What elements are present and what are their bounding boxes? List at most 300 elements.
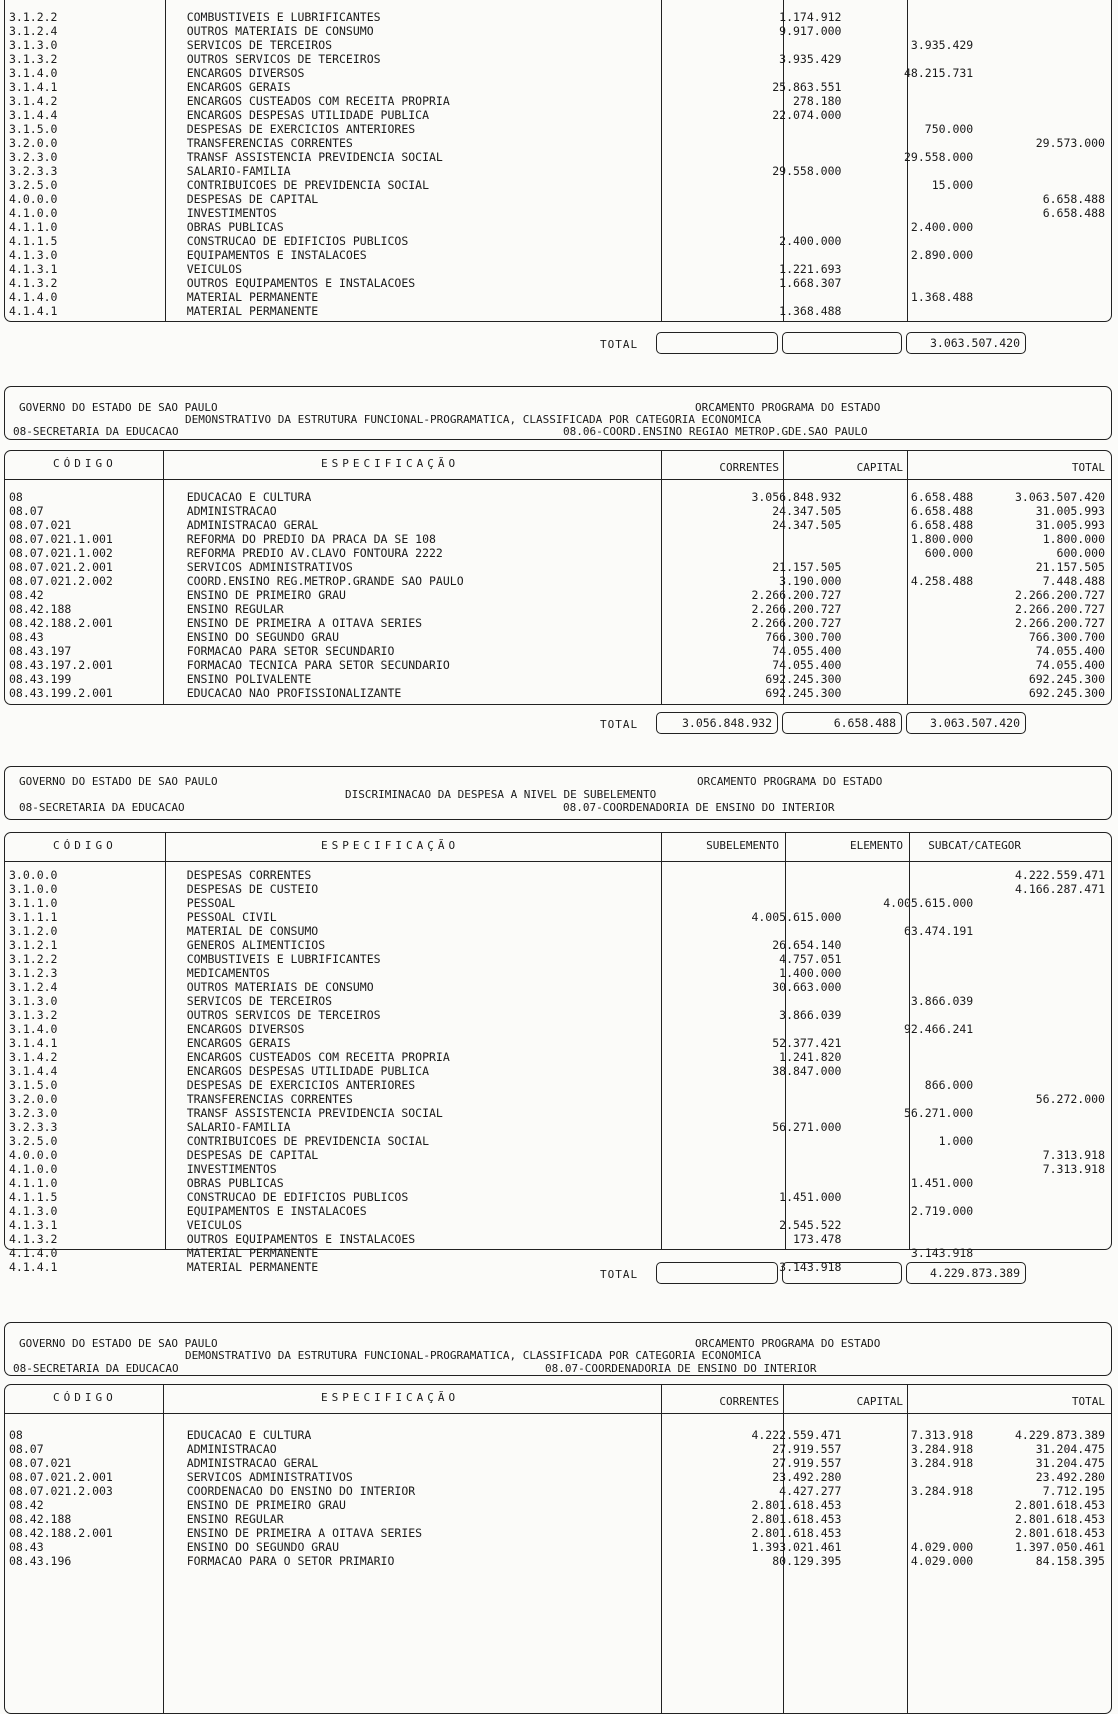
table-row: [5, 1008, 1111, 1022]
row-value-1: [716, 150, 846, 164]
row-value-2: 6.658.488: [910, 490, 974, 504]
table-row: [5, 38, 1111, 52]
row-value-1: 3.143.918: [779, 1260, 842, 1274]
header-codigo: CÓDIGO: [53, 457, 117, 470]
table-row: [5, 1204, 1111, 1218]
row-description: ENSINO DE PRIMEIRA A OITAVA SERIES: [186, 1526, 423, 1540]
table-row: [5, 1190, 1111, 1204]
row-value-2: 48.215.731: [903, 66, 974, 80]
row-value-3: 7.313.918: [1042, 1148, 1105, 1162]
section3-title-box: [4, 766, 1112, 820]
row-value-1: 21.157.505: [772, 560, 842, 574]
header-codigo: CÓDIGO: [53, 1391, 117, 1404]
row-value-1: [716, 248, 846, 262]
row-code: 4.1.1.0: [9, 1176, 58, 1190]
row-description: ENCARGOS DIVERSOS: [186, 1022, 305, 1036]
row-value-3: 31.005.993: [1035, 518, 1105, 532]
row-value-1: 80.129.395: [772, 1554, 842, 1568]
row-value-2: [845, 952, 977, 966]
row-description: ENCARGOS GERAIS: [186, 80, 291, 94]
total-label: TOTAL: [600, 718, 639, 731]
row-value-2: [845, 560, 977, 574]
row-description: MATERIAL PERMANENTE: [186, 1260, 319, 1274]
row-description: OBRAS PUBLICAS: [186, 1176, 284, 1190]
row-code: 4.1.3.2: [9, 1232, 58, 1246]
row-value-1: 26.654.140: [772, 938, 842, 952]
row-value-3: [977, 24, 1111, 38]
row-code: 3.1.5.0: [9, 1078, 58, 1092]
row-code: 08.07.021.1.002: [9, 546, 113, 560]
table-row: [5, 546, 1111, 560]
budget-title: ORCAMENTO PROGRAMA DO ESTADO: [695, 1337, 881, 1350]
secretariat-name: 08-SECRETARIA DA EDUCACAO: [19, 801, 185, 814]
row-code: 08.43.197: [9, 644, 72, 658]
row-value-1: 4.427.277: [779, 1484, 842, 1498]
row-value-3: 7.448.488: [1042, 574, 1105, 588]
row-value-1: [716, 532, 846, 546]
table-row: [5, 304, 1111, 318]
row-value-1: 1.451.000: [779, 1190, 842, 1204]
table-row: [5, 560, 1111, 574]
row-value-1: [716, 896, 846, 910]
row-value-1: 173.478: [793, 1232, 842, 1246]
row-value-1: 74.055.400: [772, 644, 842, 658]
table-row: [5, 1540, 1111, 1554]
row-value-3: [977, 966, 1111, 980]
row-value-1: [716, 122, 846, 136]
row-value-2: [845, 616, 977, 630]
section3-rows: [5, 868, 1111, 1274]
row-value-3: [977, 1050, 1111, 1064]
row-value-2: [845, 1470, 977, 1484]
table-row: [5, 1484, 1111, 1498]
table-row: [5, 532, 1111, 546]
row-value-3: 3.063.507.420: [1014, 490, 1105, 504]
table-row: [5, 910, 1111, 924]
row-value-2: 7.313.918: [910, 1428, 974, 1442]
table-row: [5, 1162, 1111, 1176]
table-row: [5, 290, 1111, 304]
row-value-2: [845, 1498, 977, 1512]
row-code: 08.42.188: [9, 1512, 72, 1526]
report-title: DEMONSTRATIVO DA ESTRUTURA FUNCIONAL-PROGRAMATICA, CLASSIFICADA POR CATEGORIA ECONOMICA: [185, 1349, 762, 1362]
row-value-2: [845, 658, 977, 672]
row-code: 08.43: [9, 1540, 44, 1554]
row-value-2: 2.719.000: [910, 1204, 974, 1218]
row-code: 3.1.4.1: [9, 80, 58, 94]
table-row: [5, 938, 1111, 952]
row-value-2: 866.000: [924, 1078, 974, 1092]
header-elemento: ELEMENTO: [850, 839, 903, 852]
row-code: 3.1.2.0: [9, 924, 58, 938]
row-value-2: 6.658.488: [910, 504, 974, 518]
section2-total-row: [0, 712, 1118, 738]
header-especificacao: ESPECIFICAÇÃO: [321, 839, 460, 852]
row-description: ENSINO DE PRIMEIRA A OITAVA SERIES: [186, 616, 423, 630]
row-value-2: [845, 304, 977, 318]
row-description: DESPESAS DE EXERCICIOS ANTERIORES: [186, 122, 416, 136]
row-description: MATERIAL PERMANENTE: [186, 304, 319, 318]
row-value-1: 1.393.021.461: [751, 1540, 842, 1554]
row-code: 4.1.1.5: [9, 234, 58, 248]
total-correntes-box: [656, 332, 778, 354]
row-description: EDUCACAO E CULTURA: [186, 490, 312, 504]
table-row: [5, 630, 1111, 644]
row-value-1: [716, 1246, 846, 1260]
table-row: [5, 588, 1111, 602]
row-code: 08.42.188: [9, 602, 72, 616]
row-description: ENSINO REGULAR: [186, 1512, 284, 1526]
table-row: [5, 1176, 1111, 1190]
table-row: [5, 1064, 1111, 1078]
row-value-1: [716, 136, 846, 150]
table-row: [5, 896, 1111, 910]
row-value-2: 56.271.000: [903, 1106, 974, 1120]
row-value-2: [845, 966, 977, 980]
row-value-3: [977, 108, 1111, 122]
row-value-2: [845, 80, 977, 94]
row-value-1: [716, 1078, 846, 1092]
row-value-3: 2.266.200.727: [1014, 602, 1105, 616]
row-value-3: 2.801.618.453: [1014, 1526, 1105, 1540]
row-value-3: [977, 164, 1111, 178]
row-code: 4.1.3.0: [9, 248, 58, 262]
row-value-2: 4.029.000: [910, 1540, 974, 1554]
row-value-2: 4.258.488: [910, 574, 974, 588]
row-value-2: 1.800.000: [910, 532, 974, 546]
row-value-3: 4.229.873.389: [1014, 1428, 1105, 1442]
row-code: 3.1.4.0: [9, 1022, 58, 1036]
row-value-1: 1.668.307: [779, 276, 842, 290]
row-code: 4.1.4.1: [9, 304, 58, 318]
row-code: 3.1.2.4: [9, 980, 58, 994]
section2-rows: [5, 490, 1111, 700]
row-value-1: [716, 66, 846, 80]
row-description: ENSINO DO SEGUNDO GRAU: [186, 630, 340, 644]
table-row: [5, 24, 1111, 38]
row-value-3: [977, 150, 1111, 164]
row-value-2: [845, 94, 977, 108]
row-value-2: [845, 910, 977, 924]
table-row: [5, 150, 1111, 164]
table-row: [5, 52, 1111, 66]
table-row: [5, 602, 1111, 616]
row-code: 4.1.3.2: [9, 276, 58, 290]
row-value-2: 92.466.241: [903, 1022, 974, 1036]
row-value-1: 692.245.300: [765, 672, 842, 686]
row-value-3: [977, 938, 1111, 952]
row-value-1: 1.368.488: [779, 304, 842, 318]
header-capital: CAPITAL: [856, 461, 903, 474]
row-value-3: [977, 1120, 1111, 1134]
row-value-1: 9.917.000: [779, 24, 842, 38]
row-code: 3.2.0.0: [9, 136, 58, 150]
row-description: ENCARGOS GERAIS: [186, 1036, 291, 1050]
table-row: [5, 1218, 1111, 1232]
row-description: EQUIPAMENTOS E INSTALACOES: [186, 1204, 367, 1218]
row-value-3: 2.801.618.453: [1014, 1512, 1105, 1526]
table-row: [5, 686, 1111, 700]
row-description: ENSINO DE PRIMEIRO GRAU: [186, 1498, 346, 1512]
row-description: OUTROS EQUIPAMENTOS E INSTALACOES: [186, 1232, 416, 1246]
row-value-2: [845, 868, 977, 882]
row-description: SERVICOS DE TERCEIROS: [186, 994, 333, 1008]
row-description: CONSTRUCAO DE EDIFICIOS PUBLICOS: [186, 234, 409, 248]
row-value-2: 3.866.039: [910, 994, 974, 1008]
row-code: 3.1.4.4: [9, 1064, 58, 1078]
total-correntes-box: 3.056.848.932: [656, 712, 778, 734]
section3-total-row: [0, 1262, 1118, 1288]
row-description: ENCARGOS CUSTEADOS COM RECEITA PROPRIA: [186, 94, 450, 108]
table-row: [5, 1134, 1111, 1148]
row-code: 08.07.021: [9, 518, 72, 532]
row-value-2: 2.890.000: [910, 248, 974, 262]
row-value-3: 766.300.700: [1028, 630, 1105, 644]
row-value-1: [716, 994, 846, 1008]
row-value-1: 25.863.551: [772, 80, 842, 94]
row-description: ADMINISTRACAO: [186, 504, 277, 518]
row-value-2: [845, 10, 977, 24]
row-value-3: [977, 1190, 1111, 1204]
row-value-3: 6.658.488: [1042, 206, 1105, 220]
row-description: COMBUSTIVEIS E LUBRIFICANTES: [186, 952, 381, 966]
header-subelemento: SUBELEMENTO: [706, 839, 779, 852]
row-value-1: 2.400.000: [779, 234, 842, 248]
row-description: FORMACAO TECNICA PARA SETOR SECUNDARIO: [186, 658, 450, 672]
table-row: [5, 644, 1111, 658]
row-description: OUTROS MATERIAIS DE CONSUMO: [186, 24, 374, 38]
table-row: [5, 206, 1111, 220]
row-value-2: [845, 52, 977, 66]
table-row: [5, 1470, 1111, 1484]
row-code: 3.1.3.0: [9, 38, 58, 52]
row-code: 3.1.4.4: [9, 108, 58, 122]
table-row: [5, 1050, 1111, 1064]
row-value-3: 600.000: [1056, 546, 1105, 560]
row-description: OBRAS PUBLICAS: [186, 220, 284, 234]
row-value-3: 1.800.000: [1042, 532, 1105, 546]
row-value-3: 4.166.287.471: [1014, 882, 1105, 896]
row-value-3: [977, 1008, 1111, 1022]
table-row: [5, 262, 1111, 276]
header-especificacao: ESPECIFICAÇÃO: [321, 1391, 460, 1404]
row-description: ADMINISTRACAO GERAL: [186, 518, 319, 532]
row-value-2: [845, 644, 977, 658]
row-value-3: 692.245.300: [1028, 672, 1105, 686]
secretariat-name: 08-SECRETARIA DA EDUCACAO: [13, 425, 179, 438]
row-description: PESSOAL CIVIL: [186, 910, 277, 924]
row-description: MATERIAL DE CONSUMO: [186, 924, 319, 938]
table-row: [5, 994, 1111, 1008]
header-codigo: CÓDIGO: [53, 839, 117, 852]
row-value-1: [716, 1106, 846, 1120]
row-value-3: 4.222.559.471: [1014, 868, 1105, 882]
row-value-3: 6.658.488: [1042, 192, 1105, 206]
row-code: 4.1.0.0: [9, 1162, 58, 1176]
table-row: [5, 248, 1111, 262]
government-name: GOVERNO DO ESTADO DE SAO PAULO: [19, 1337, 218, 1350]
row-value-1: 1.221.693: [779, 262, 842, 276]
row-value-3: 31.204.475: [1035, 1456, 1105, 1470]
table-row: [5, 1036, 1111, 1050]
row-description: EQUIPAMENTOS E INSTALACOES: [186, 248, 367, 262]
row-value-1: 2.801.618.453: [751, 1512, 842, 1526]
table-row: [5, 80, 1111, 94]
row-value-1: 24.347.505: [772, 518, 842, 532]
row-value-2: 2.400.000: [910, 220, 974, 234]
row-description: EDUCACAO E CULTURA: [186, 1428, 312, 1442]
row-description: SERVICOS ADMINISTRATIVOS: [186, 560, 353, 574]
row-description: REFORMA DO PREDIO DA PRACA DA SE 108: [186, 532, 436, 546]
row-value-2: [845, 630, 977, 644]
row-value-3: 692.245.300: [1028, 686, 1105, 700]
table-row: [5, 122, 1111, 136]
row-description: ENCARGOS CUSTEADOS COM RECEITA PROPRIA: [186, 1050, 450, 1064]
table-row: [5, 1092, 1111, 1106]
row-code: 08.07.021.2.001: [9, 560, 113, 574]
table-row: [5, 1078, 1111, 1092]
row-value-3: [977, 896, 1111, 910]
table-row: [5, 952, 1111, 966]
row-code: 4.0.0.0: [9, 1148, 58, 1162]
table-row: [5, 164, 1111, 178]
table-row: [5, 136, 1111, 150]
table-row: [5, 966, 1111, 980]
row-description: OUTROS SERVICOS DE TERCEIROS: [186, 52, 381, 66]
row-code: 08.43.199: [9, 672, 72, 686]
section2-table: [4, 450, 1112, 705]
row-value-2: [845, 882, 977, 896]
row-description: COORDENACAO DO ENSINO DO INTERIOR: [186, 1484, 416, 1498]
row-value-2: [845, 1120, 977, 1134]
row-description: INVESTIMENTOS: [186, 1162, 277, 1176]
row-value-3: 29.573.000: [1035, 136, 1105, 150]
row-value-3: 31.005.993: [1035, 504, 1105, 518]
row-value-3: 2.266.200.727: [1014, 588, 1105, 602]
row-description: ENCARGOS DESPESAS UTILIDADE PUBLICA: [186, 1064, 430, 1078]
table-row: [5, 1554, 1111, 1568]
row-code: 08.07.021: [9, 1456, 72, 1470]
row-value-3: [977, 1078, 1111, 1092]
row-value-1: 4.005.615.000: [751, 910, 842, 924]
row-value-2: [845, 164, 977, 178]
row-value-3: 74.055.400: [1035, 658, 1105, 672]
header-total: TOTAL: [1071, 1395, 1105, 1408]
row-description: ENCARGOS DESPESAS UTILIDADE PUBLICA: [186, 108, 430, 122]
row-value-2: [845, 602, 977, 616]
row-code: 08: [9, 490, 23, 504]
row-value-2: 750.000: [924, 122, 974, 136]
row-value-1: 38.847.000: [772, 1064, 842, 1078]
row-value-3: [977, 94, 1111, 108]
row-value-2: [845, 686, 977, 700]
section4-title-box: [4, 1322, 1112, 1376]
row-value-3: 2.266.200.727: [1014, 616, 1105, 630]
row-value-3: 7.313.918: [1042, 1162, 1105, 1176]
row-value-1: [716, 192, 846, 206]
row-description: DESPESAS DE CUSTEIO: [186, 882, 319, 896]
row-description: MEDICAMENTOS: [186, 966, 270, 980]
row-value-1: 692.245.300: [765, 686, 842, 700]
row-code: 3.1.3.0: [9, 994, 58, 1008]
table-row: [5, 504, 1111, 518]
table-row: [5, 1246, 1111, 1260]
table-row: [5, 1106, 1111, 1120]
row-value-2: [845, 192, 977, 206]
row-description: ENSINO DO SEGUNDO GRAU: [186, 1540, 340, 1554]
table-row: [5, 490, 1111, 504]
row-code: 08.43.199.2.001: [9, 686, 113, 700]
section1-table: [4, 0, 1112, 322]
row-value-2: [845, 276, 977, 290]
row-description: CONTRIBUICOES DE PREVIDENCIA SOCIAL: [186, 178, 430, 192]
row-description: TRANSFERENCIAS CORRENTES: [186, 136, 353, 150]
row-description: OUTROS MATERIAIS DE CONSUMO: [186, 980, 374, 994]
total-box: 3.063.507.420: [906, 712, 1026, 734]
row-value-1: 1.400.000: [779, 966, 842, 980]
row-value-1: [716, 546, 846, 560]
row-code: 3.0.0.0: [9, 868, 58, 882]
row-value-3: [977, 10, 1111, 24]
row-code: 08.07: [9, 504, 44, 518]
row-code: 4.1.3.1: [9, 1218, 58, 1232]
row-description: MATERIAL PERMANENTE: [186, 290, 319, 304]
row-value-3: [977, 994, 1111, 1008]
row-value-2: [845, 262, 977, 276]
table-row: [5, 1120, 1111, 1134]
total-label: TOTAL: [600, 338, 639, 351]
row-code: 08.43.196: [9, 1554, 72, 1568]
total-subelemento-box: [656, 1262, 778, 1284]
row-value-3: [977, 1134, 1111, 1148]
table-row: [5, 1232, 1111, 1246]
row-value-3: [977, 276, 1111, 290]
row-code: 4.1.4.1: [9, 1260, 58, 1274]
row-value-2: 3.284.918: [910, 1456, 974, 1470]
header-especificacao: ESPECIFICAÇÃO: [321, 457, 460, 470]
row-code: 3.2.3.3: [9, 1120, 58, 1134]
row-code: 08.07.021.2.001: [9, 1470, 113, 1484]
row-value-1: 278.180: [793, 94, 842, 108]
section1-rows: [5, 10, 1111, 318]
table-row: [5, 108, 1111, 122]
row-description: ENSINO POLIVALENTE: [186, 672, 312, 686]
section1-total-row: [0, 332, 1118, 358]
row-value-2: [845, 1512, 977, 1526]
row-value-1: [716, 868, 846, 882]
table-row: [5, 178, 1111, 192]
row-value-1: [716, 882, 846, 896]
table-row: [5, 1428, 1111, 1442]
row-value-1: 2.801.618.453: [751, 1526, 842, 1540]
row-code: 08.42.188.2.001: [9, 616, 113, 630]
row-code: 08.07.021.2.002: [9, 574, 113, 588]
row-description: DESPESAS DE EXERCICIOS ANTERIORES: [186, 1078, 416, 1092]
row-value-3: [977, 924, 1111, 938]
row-value-1: 24.347.505: [772, 504, 842, 518]
row-description: ADMINISTRACAO: [186, 1442, 277, 1456]
row-value-1: 52.377.421: [772, 1036, 842, 1050]
table-row: [5, 868, 1111, 882]
row-description: DESPESAS DE CAPITAL: [186, 1148, 319, 1162]
row-value-1: 27.919.557: [772, 1442, 842, 1456]
total-elemento-box: [782, 1262, 902, 1284]
table-row: [5, 94, 1111, 108]
row-value-2: [845, 672, 977, 686]
row-value-3: 23.492.280: [1035, 1470, 1105, 1484]
row-value-3: [977, 234, 1111, 248]
row-value-2: [845, 588, 977, 602]
